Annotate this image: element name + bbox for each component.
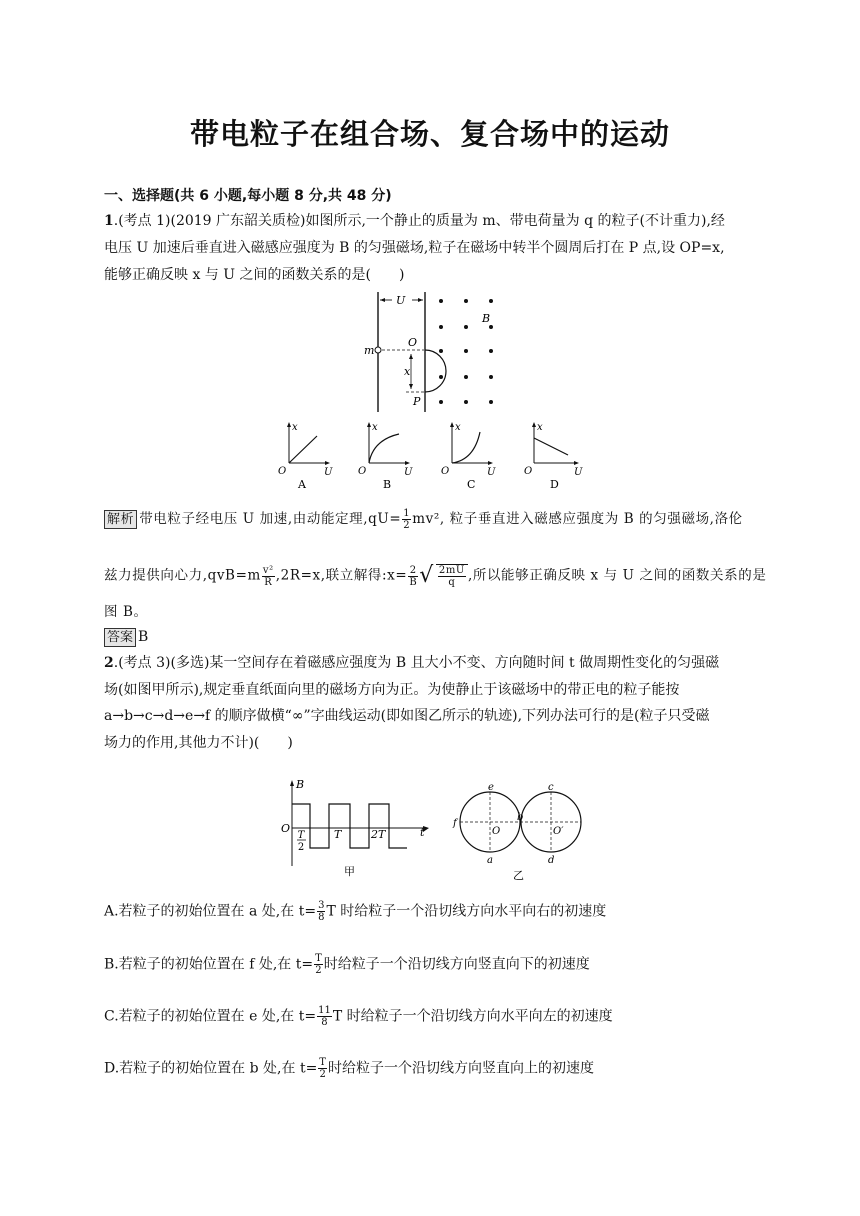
graph-c xyxy=(441,422,496,490)
q1-line-1 xyxy=(104,211,725,231)
figure-jia-square-wave xyxy=(276,776,436,878)
q1-answer xyxy=(104,627,148,647)
jia-label-2t: 2T xyxy=(371,828,386,841)
graph-d xyxy=(524,422,583,490)
q2-line-2: 场(如图甲所示),规定垂直纸面向里的磁场方向为正。为使静止于该磁场中的带正电的粒子能按 xyxy=(104,682,680,698)
sol1-text-a: 带电粒子经电压 U 加速,由动能定理,qU= xyxy=(139,511,402,527)
label-x: x xyxy=(404,365,411,378)
axis-y-a: x xyxy=(292,422,298,433)
q1-solution-line-3: 图 B。 xyxy=(104,604,148,620)
label-m: m xyxy=(364,344,375,357)
axis-y-b: x xyxy=(372,422,378,433)
yi-caption: 乙 xyxy=(513,869,524,882)
jia-label-t-half-den: 2 xyxy=(297,842,305,853)
jia-label-o: O xyxy=(281,822,291,835)
jia-label-t: t xyxy=(420,826,425,839)
option-label-d: D xyxy=(550,478,559,490)
origin-d: O xyxy=(524,466,533,477)
axis-x-d: U xyxy=(574,467,583,478)
axis-x-b: U xyxy=(404,467,413,478)
q2-number: 2 xyxy=(104,655,114,671)
q2-text-1: .(考点 3)(多选)某一空间存在着磁感应强度为 B 且大小不变、方向随时间 t 做周期性变化的匀强磁 xyxy=(113,655,720,671)
label-b: B xyxy=(482,312,491,325)
q2-option-c[interactable]: C.若粒子的初始位置在 e 处,在 t= $\frac{11}{8}$ T 时给粒子一个沿切线方向水平向左的初速度 xyxy=(104,1005,613,1028)
option-b-fraction: $\frac{T}{2}$ xyxy=(315,953,322,976)
q1-line-3: 能够正确反映 x 与 U 之间的函数关系的是( ) xyxy=(104,267,405,283)
option-label-c: C xyxy=(467,478,476,490)
q1-solution-line-2 xyxy=(104,564,766,588)
option-a-fraction: $\frac{3}{8}$ xyxy=(318,900,325,923)
q2-line-4: 场力的作用,其他力不计)( ) xyxy=(104,735,293,751)
figure-yi-figure-eight xyxy=(450,782,590,882)
fraction-half: $\frac{1}{2}$ xyxy=(403,508,411,531)
page-title: 带电粒子在组合场、复合场中的运动 xyxy=(189,117,670,151)
jia-label-tt: T xyxy=(334,828,342,841)
fraction-v2-r: $\frac{\text{v²}}{R}$ xyxy=(262,564,274,588)
axis-y-c: x xyxy=(455,422,461,433)
axis-x-c: U xyxy=(487,467,496,478)
origin-c: O xyxy=(441,466,450,477)
q1-line-2: 电压 U 加速后垂直进入磁感应强度为 B 的匀强磁场,粒子在磁场中转半个圆周后打在 P 点,设 OP=x, xyxy=(104,240,725,256)
option-c-fraction: $\frac{11}{8}$ xyxy=(318,1005,331,1028)
option-label-b: B xyxy=(383,478,392,490)
axis-y-d: x xyxy=(537,422,543,433)
solution-tag: 解析 xyxy=(104,510,137,529)
axis-x-a: U xyxy=(324,467,333,478)
fraction-2-b: $\frac{2}{B}$ xyxy=(409,564,418,588)
square-wave xyxy=(292,804,407,848)
q1-text-1: .(考点 1)(2019 广东韶关质检)如图所示,一个静止的质量为 m、带电荷量为 q 的粒子(不计重力),经 xyxy=(113,213,725,229)
yi-label-d: d xyxy=(548,855,555,866)
label-u: U xyxy=(396,294,406,307)
yi-label-o: O xyxy=(492,826,501,837)
q2-option-d[interactable]: D.若粒子的初始位置在 b 处,在 t= $\frac{T}{2}$ 时给粒子一个沿切线方向竖直向上的初速度 xyxy=(104,1057,594,1080)
jia-caption: 甲 xyxy=(344,865,355,878)
label-o: O xyxy=(408,336,418,349)
q2-line-3: a→b→c→d→e→f 的顺序做横“∞”字曲线运动(即如图乙所示的轨迹),下列办法可行的是(粒子只受磁 xyxy=(104,708,710,724)
sol1-text-b: mv², 粒子垂直进入磁感应强度为 B 的匀强磁场,洛伦 xyxy=(412,511,743,527)
section-heading: 一、选择题(共 6 小题,每小题 8 分,共 48 分) xyxy=(104,188,392,204)
option-d-fraction: $\frac{T}{2}$ xyxy=(319,1057,326,1080)
q2-option-a[interactable]: A.若粒子的初始位置在 a 处,在 t= $\frac{3}{8}$ T 时给粒子一个沿切线方向水平向右的初速度 xyxy=(104,900,607,923)
sqrt-radicand: $\frac{2mU}{q}$ xyxy=(436,564,468,588)
origin-b: O xyxy=(358,466,367,477)
sqrt-icon: √ xyxy=(419,563,434,588)
graph-b xyxy=(358,422,413,490)
origin-a: O xyxy=(278,466,287,477)
answer-tag: 答案 xyxy=(104,628,136,647)
q1-solution-line-1 xyxy=(104,508,743,531)
yi-label-b: b xyxy=(517,812,524,823)
yi-label-o-prime: O′ xyxy=(553,826,564,837)
q1-option-graphs xyxy=(272,418,592,490)
yi-label-c: c xyxy=(548,782,554,793)
jia-label-t-half-num: T xyxy=(297,830,305,841)
sol2-text-b: ,2R=x,联立解得:x= xyxy=(275,567,408,584)
sol2-text-a: 兹力提供向心力,qvB=m xyxy=(104,567,261,584)
label-p: P xyxy=(413,395,421,408)
option-label-a: A xyxy=(298,478,306,490)
q1-field-figure xyxy=(360,288,510,414)
q2-option-b[interactable]: B.若粒子的初始位置在 f 处,在 t= $\frac{T}{2}$ 时给粒子一个沿切线方向竖直向下的初速度 xyxy=(104,953,590,976)
yi-label-f: f xyxy=(453,818,457,829)
graph-a xyxy=(278,422,333,490)
q1-number: 1 xyxy=(104,213,114,229)
sol2-text-c: ,所以能够正确反映 x 与 U 之间的函数关系的是 xyxy=(467,567,767,584)
answer-value: B xyxy=(138,629,149,645)
q2-line-1 xyxy=(104,653,719,673)
yi-label-a: a xyxy=(487,855,493,866)
jia-label-b: B xyxy=(296,778,305,791)
yi-label-e: e xyxy=(488,782,494,793)
